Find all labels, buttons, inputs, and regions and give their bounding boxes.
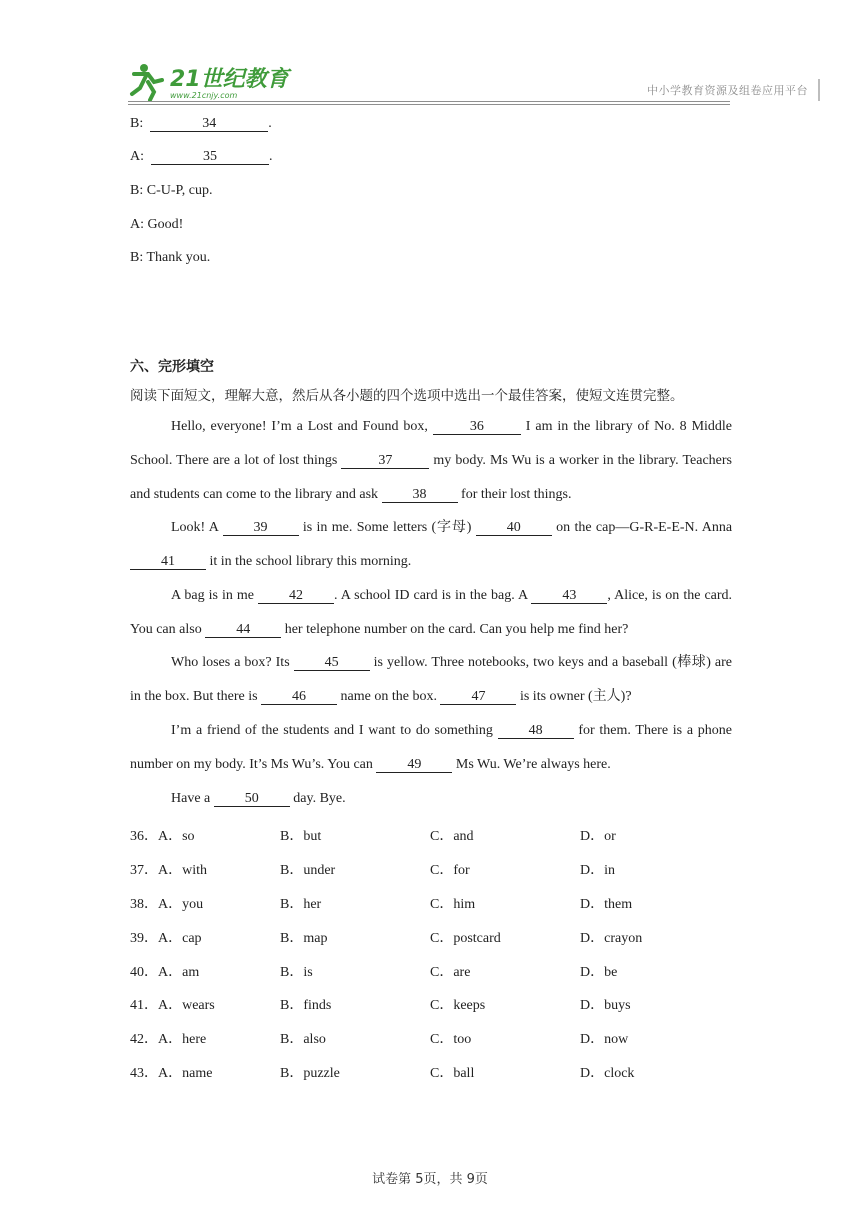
section-instruction: 阅读下面短文，理解大意，然后从各小题的四个选项中选出一个最佳答案，使短文连贯完整。	[130, 388, 684, 404]
dialogue-line: A: Good!	[130, 217, 184, 232]
passage-paragraph-6: Have a 50 day. Bye.	[171, 791, 346, 806]
passage-paragraph-5: I’m a friend of the students and I want to do something 48 for them. There is a phone number on my body. It’s Ms Wu’s. You can 49 Ms Wu. We’re always here.	[130, 723, 732, 772]
header-divider	[818, 79, 820, 101]
blank-35: 35	[151, 149, 269, 165]
options-row-38: 38．A．you B．her C．him D．them	[130, 897, 633, 912]
passage-paragraph-1: Hello, everyone! I’m a Lost and Found box, 36 I am in the library of No. 8 Middle School. There are a lot of lost things 37 my body. Ms Wu is a worker in the library. Teachers and students can come to the library and ask 38 for their lost things.	[130, 419, 733, 502]
section-title: 六、完形填空	[130, 359, 214, 375]
blank-41: 41	[130, 554, 206, 570]
header-rule-bottom	[128, 104, 730, 105]
blank-40: 40	[476, 520, 552, 536]
options-row-43: 43．A．name B．puzzle C．ball D．clock	[130, 1066, 635, 1081]
blank-44: 44	[205, 622, 281, 638]
page-header	[128, 55, 820, 103]
blank-45: 45	[294, 655, 370, 671]
blank-48: 48	[498, 723, 574, 739]
dialogue-line-34: B: 34 .	[130, 116, 272, 131]
options-row-42: 42．A．here B．also C．too D．now	[130, 1032, 629, 1047]
options-row-36: 36．A．so B．but C．and D．or	[130, 829, 616, 844]
dialogue-line-35: A: 35 .	[130, 149, 273, 164]
blank-36: 36	[433, 419, 521, 435]
options-row-39: 39．A．cap B．map C．postcard D．crayon	[130, 931, 643, 946]
blank-50: 50	[214, 791, 290, 807]
passage-paragraph-3: A bag is in me 42 . A school ID card is in the bag. A 43 , Alice, is on the card. You can also 44 her telephone number on the card. Can you help me find her?	[130, 588, 733, 637]
blank-39: 39	[223, 520, 299, 536]
blank-47: 47	[440, 689, 516, 705]
options-row-40: 40．A．am B．is C．are D．be	[130, 965, 618, 980]
blank-34: 34	[150, 116, 268, 132]
options-row-37: 37．A．with B．under C．for D．in	[130, 863, 615, 878]
blank-38: 38	[382, 487, 458, 503]
logo-url: www.21cnjy.com	[170, 91, 238, 100]
blank-46: 46	[261, 689, 337, 705]
header-rule-top	[128, 101, 730, 102]
blank-49: 49	[376, 757, 452, 773]
options-row-41: 41．A．wears B．finds C．keeps D．buys	[130, 998, 631, 1013]
logo-21cnjy	[128, 60, 298, 102]
runner-icon	[132, 64, 162, 100]
passage-paragraph-2: Look! A 39 is in me. Some letters (字母) 40 on the cap—G-R-E-E-N. Anna 41 it in the school library this morning.	[130, 511, 732, 579]
blank-42: 42	[258, 588, 334, 604]
dialogue-line: B: C-U-P, cup.	[130, 183, 213, 198]
header-platform-text: 中小学教育资源及组卷应用平台	[647, 84, 808, 97]
dialogue-line: B: Thank you.	[130, 250, 211, 265]
blank-43: 43	[531, 588, 607, 604]
logo-brand: 21世纪教育	[170, 67, 289, 92]
passage-paragraph-4: Who loses a box? Its 45 is yellow. Three notebooks, two keys and a baseball (棒球) are in the box. But there is 46 name on the box. 47 is its owner (主人)?	[130, 655, 732, 704]
page-footer: 试卷第 5页，共 9页	[372, 1172, 488, 1187]
blank-37: 37	[341, 453, 429, 469]
